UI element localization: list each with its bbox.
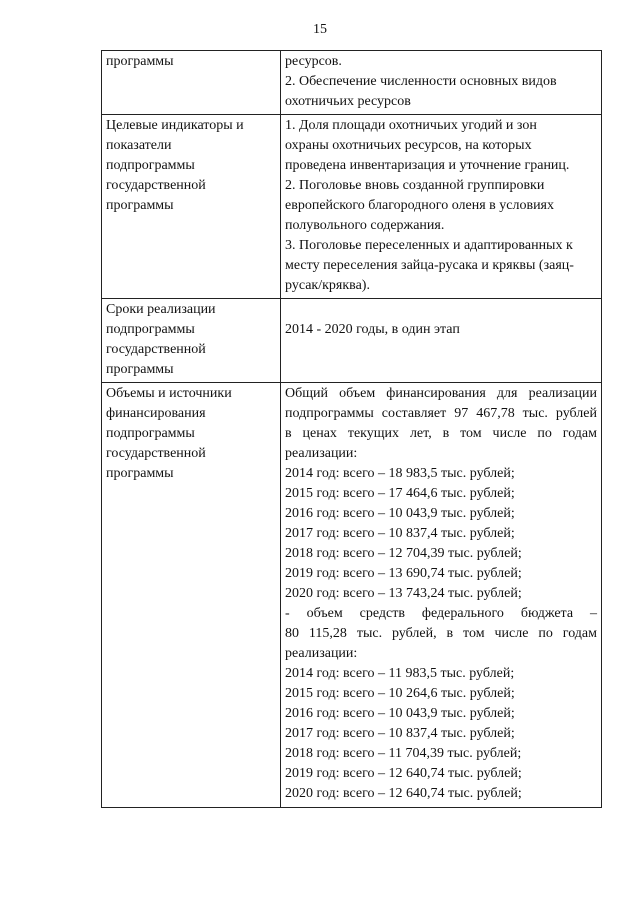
row-value-cell xyxy=(281,383,602,808)
row-value-cell xyxy=(281,299,602,383)
row-label-line: государственной xyxy=(106,446,206,461)
row-value-line: 2018 год: всего – 11 704,39 тыс. рублей; xyxy=(285,746,522,761)
row-value-line: 2015 год: всего – 17 464,6 тыс. рублей; xyxy=(285,486,515,501)
row-value-line: 2018 год: всего – 12 704,39 тыс. рублей; xyxy=(285,546,522,561)
row-value-line: подпрограммы составляет 97 467,78 тыс. рублей xyxy=(285,406,597,421)
row-label-cell xyxy=(102,299,281,383)
row-value-line: - объем средств федерального бюджета – xyxy=(285,606,597,621)
row-value-line: европейского благородного оленя в условиях xyxy=(285,198,554,213)
row-label-line: финансирования xyxy=(106,406,206,421)
row-label-cell xyxy=(102,51,281,115)
row-value-line: 80 115,28 тыс. рублей, в том числе по годам xyxy=(285,626,597,641)
row-value-line: 2014 год: всего – 11 983,5 тыс. рублей; xyxy=(285,666,515,681)
row-value-line: 1. Доля площади охотничьих угодий и зон xyxy=(285,118,537,133)
row-label-line: подпрограммы xyxy=(106,426,195,441)
row-value-cell xyxy=(281,51,602,115)
table-row xyxy=(102,51,602,115)
row-label-line: Целевые индикаторы и xyxy=(106,118,244,133)
row-label-cell xyxy=(102,115,281,299)
page-number: 15 xyxy=(313,22,327,37)
row-value-line: 2. Обеспечение численности основных видов xyxy=(285,74,557,89)
row-value-line: ресурсов. xyxy=(285,54,342,69)
row-value-line: месту переселения зайца-русака и кряквы (заяц- xyxy=(285,258,574,273)
row-value-line: 2. Поголовье вновь созданной группировки xyxy=(285,178,545,193)
row-value-line: проведена инвентаризация и уточнение границ. xyxy=(285,158,570,173)
row-value-line: 2019 год: всего – 12 640,74 тыс. рублей; xyxy=(285,766,522,781)
row-label-line: Сроки реализации xyxy=(106,302,216,317)
row-value-line: 2016 год: всего – 10 043,9 тыс. рублей; xyxy=(285,706,515,721)
row-label-line: программы xyxy=(106,198,174,213)
row-value-line: 2016 год: всего – 10 043,9 тыс. рублей; xyxy=(285,506,515,521)
row-value-line: 3. Поголовье переселенных и адаптированных к xyxy=(285,238,573,253)
row-value-line: 2019 год: всего – 13 690,74 тыс. рублей; xyxy=(285,566,522,581)
row-label-cell xyxy=(102,383,281,808)
row-value-line: 2017 год: всего – 10 837,4 тыс. рублей; xyxy=(285,726,515,741)
row-label-line: программы xyxy=(106,466,174,481)
row-value-line: 2014 год: всего – 18 983,5 тыс. рублей; xyxy=(285,466,515,481)
row-label-line: подпрограммы xyxy=(106,322,195,337)
row-label-line: программы xyxy=(106,54,174,69)
row-label-line: подпрограммы xyxy=(106,158,195,173)
row-label-line: государственной xyxy=(106,342,206,357)
row-value-line: Общий объем финансирования для реализации xyxy=(285,386,597,401)
row-value-line: охотничьих ресурсов xyxy=(285,94,411,109)
table-row xyxy=(102,115,602,299)
table-row xyxy=(102,383,602,808)
row-label-line: государственной xyxy=(106,178,206,193)
row-label-line: программы xyxy=(106,362,174,377)
row-value-line: полувольного содержания. xyxy=(285,218,445,233)
row-value-line: русак/кряква). xyxy=(285,278,370,293)
row-value-line: 2015 год: всего – 10 264,6 тыс. рублей; xyxy=(285,686,515,701)
subprogram-passport-table xyxy=(101,50,602,808)
table-row xyxy=(102,299,602,383)
row-value-line: 2020 год: всего – 13 743,24 тыс. рублей; xyxy=(285,586,522,601)
row-value-line: охраны охотничьих ресурсов, на которых xyxy=(285,138,532,153)
row-value-line: 2020 год: всего – 12 640,74 тыс. рублей; xyxy=(285,786,522,801)
row-label-line: показатели xyxy=(106,138,172,153)
row-label-line: Объемы и источники xyxy=(106,386,232,401)
row-value-line: реализации: xyxy=(285,446,358,461)
row-value-line: 2017 год: всего – 10 837,4 тыс. рублей; xyxy=(285,526,515,541)
row-value-line: реализации: xyxy=(285,646,358,661)
row-value-line: в ценах текущих лет, в том числе по годам xyxy=(285,426,597,441)
row-value-cell xyxy=(281,115,602,299)
row-value-line: 2014 - 2020 годы, в один этап xyxy=(285,322,460,337)
